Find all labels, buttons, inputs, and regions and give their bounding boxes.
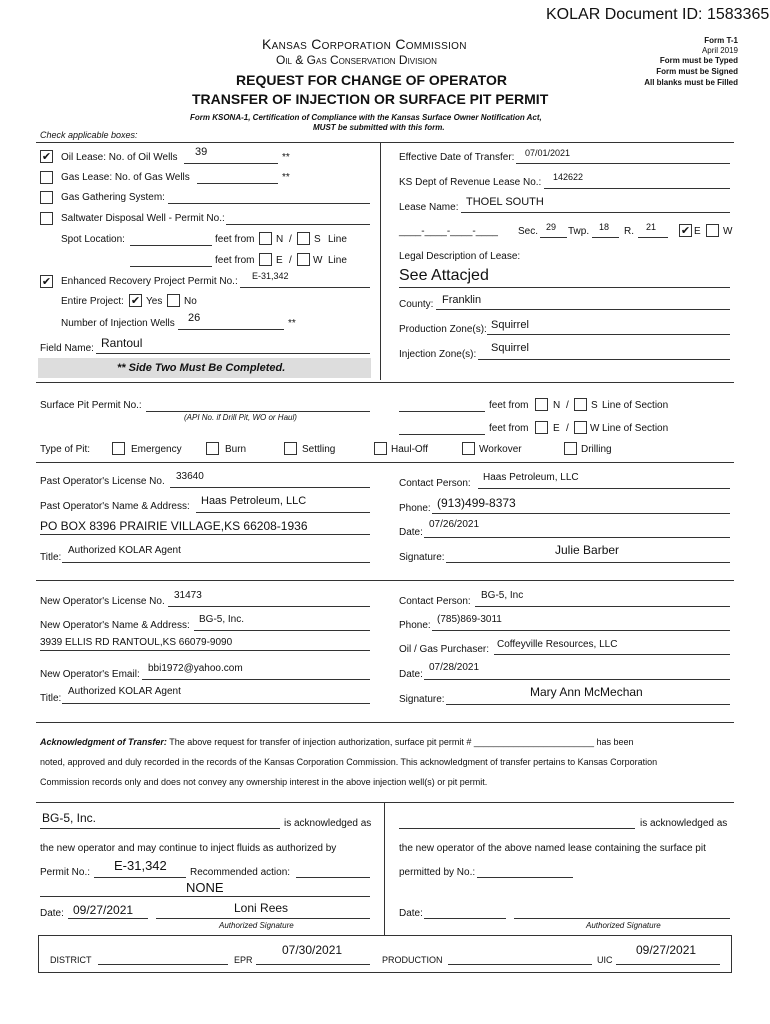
past-contact-line (478, 488, 730, 489)
ack-line-1 (40, 737, 634, 747)
new-email-label: New Operator's Email: (40, 669, 140, 680)
pit-e-checkbox[interactable] (535, 421, 548, 434)
past-name-value[interactable]: Haas Petroleum, LLC (201, 495, 307, 507)
past-phone-line (432, 513, 730, 514)
pit-haul-off-label: Haul-Off (391, 444, 429, 455)
new-signature-label: Signature: (399, 694, 445, 705)
footer-production-line[interactable] (448, 964, 592, 965)
enhanced-recovery-label: Enhanced Recovery Project Permit No.: (61, 276, 238, 287)
range-e-checkbox[interactable]: ✔ (680, 225, 691, 237)
feet-from-label: feet from (215, 234, 255, 245)
pit-settling-label: Settling (302, 444, 336, 455)
pit-n-checkbox[interactable] (535, 398, 548, 411)
surface-pit-line[interactable] (146, 411, 370, 412)
past-date-label: Date: (399, 527, 423, 538)
spot-e-checkbox[interactable] (259, 253, 272, 266)
r-line (638, 237, 668, 238)
footer-uic-line (616, 964, 720, 965)
ack-date-line (68, 918, 148, 919)
gas-lease-label: Gas Lease: No. of Gas Wells (61, 172, 190, 183)
injection-zone-label: Injection Zone(s): (399, 349, 477, 360)
past-title-label: Title: (40, 552, 62, 563)
pit-drilling-checkbox[interactable] (564, 442, 577, 455)
pit-line-of-section-2: Line of Section (602, 423, 669, 434)
pit-feet-line-2[interactable] (399, 434, 485, 435)
ack-auth-signature-right: Authorized Signature (586, 921, 661, 930)
new-name-label: New Operator's Name & Address: (40, 620, 190, 631)
divider (36, 142, 734, 143)
new-license-label: New Operator's License No. (40, 596, 165, 607)
new-email-line (142, 679, 370, 680)
oil-lease-label: Oil Lease: No. of Oil Wells (61, 152, 178, 163)
spot-n-checkbox[interactable] (259, 232, 272, 245)
pit-drilling-label: Drilling (581, 444, 612, 455)
pit-workover-label: Workover (479, 444, 522, 455)
county-value[interactable]: Franklin (442, 294, 482, 306)
effective-date-label: Effective Date of Transfer: (399, 152, 515, 163)
range-e-label: E (694, 226, 701, 237)
injection-wells-value[interactable]: 26 (188, 312, 201, 324)
type-of-pit-label: Type of Pit: (40, 444, 91, 455)
range-w-label: W (723, 226, 733, 237)
footer-epr-line (256, 964, 370, 965)
new-name-value[interactable]: BG-5, Inc. (199, 614, 245, 625)
footer-uic-label: UIC (597, 955, 613, 965)
past-signature-value[interactable]: Julie Barber (555, 543, 620, 557)
ack-new-operator-text-right: the new operator of the above named lease containing the surface pit (399, 843, 706, 854)
new-title-label: Title: (40, 693, 62, 704)
range-w-checkbox[interactable] (706, 224, 719, 237)
new-purchaser-value[interactable]: Coffeyville Resources, LLC (497, 639, 618, 650)
twp-value[interactable]: 18 (599, 222, 610, 232)
feet-from-label-2: feet from (215, 255, 255, 266)
oil-wells-value[interactable]: 39 (195, 146, 208, 158)
form-title-2: TRANSFER OF INJECTION OR SURFACE PIT PERMIT (192, 91, 549, 107)
spot-s-label: S (314, 234, 321, 245)
new-phone-value[interactable]: (785)869-3011 (437, 614, 502, 625)
effective-date-value[interactable]: 07/01/2021 (525, 148, 571, 158)
column-divider (380, 143, 381, 380)
pit-feet-line-1[interactable] (399, 411, 485, 412)
new-address-value[interactable]: 3939 ELLIS RD RANTOUL,KS 66079-9090 (40, 637, 233, 648)
surface-pit-label: Surface Pit Permit No.: (40, 400, 142, 411)
org-title: Kansas Corporation Commission (262, 36, 467, 52)
footer-epr-label: EPR (234, 955, 253, 965)
new-date-value[interactable]: 07/28/2021 (429, 662, 480, 673)
past-signature-label: Signature: (399, 552, 445, 563)
pit-emergency-label: Emergency (131, 444, 182, 455)
ack-is-acknowledged-right: is acknowledged as (640, 818, 728, 829)
pit-w-checkbox[interactable] (574, 421, 587, 434)
entire-project-label: Entire Project: (61, 296, 124, 307)
ks-dept-line (544, 188, 730, 189)
spot-w-checkbox[interactable] (297, 253, 310, 266)
ack-signature-line (156, 918, 370, 919)
side-two-note: ** Side Two Must Be Completed. (117, 362, 286, 374)
ack-date-label: Date: (40, 908, 64, 919)
past-name-line (196, 512, 370, 513)
spot-n-label: N (276, 234, 284, 245)
pit-workover-checkbox[interactable] (462, 442, 475, 455)
ks-dept-label: KS Dept of Revenue Lease No.: (399, 177, 542, 188)
footer-district-label: DISTRICT (50, 955, 92, 965)
past-title-line (62, 562, 370, 563)
legal-desc-value[interactable]: See Attacjed (399, 267, 489, 284)
production-zone-value[interactable]: Squirrel (491, 319, 529, 331)
saltwater-checkbox[interactable] (40, 212, 53, 225)
county-line (436, 309, 730, 310)
subnote-2: MUST be submitted with this form. (313, 123, 445, 132)
ack-recommended-line-2 (40, 896, 370, 897)
past-license-line (170, 487, 370, 488)
sec-value[interactable]: 29 (546, 222, 557, 232)
enhanced-line (240, 287, 370, 288)
ack-text-2: noted, approved and duly recorded in the records of the Kansas Corporation Commission. This acknowledgment of transfer pertains to Kansas Corporation (40, 757, 658, 767)
ack-is-acknowledged-left: is acknowledged as (284, 818, 372, 829)
spot-s-checkbox[interactable] (297, 232, 310, 245)
lease-name-value[interactable]: THOEL SOUTH (466, 196, 544, 208)
twp-line (592, 237, 619, 238)
spot-location-line-2[interactable] (130, 266, 212, 267)
past-phone-label: Phone: (399, 503, 431, 514)
divider (36, 722, 734, 723)
new-signature-line (446, 704, 730, 705)
new-contact-line (475, 606, 730, 607)
spot-slash: / (289, 234, 292, 245)
past-date-line (424, 537, 730, 538)
enhanced-permit-value[interactable]: E-31,342 (252, 271, 289, 281)
new-date-line (424, 679, 730, 680)
pit-emergency-checkbox[interactable] (112, 442, 125, 455)
footer-uic-value[interactable]: 09/27/2021 (636, 943, 697, 957)
pit-slash-1: / (566, 400, 569, 411)
new-phone-line (432, 630, 730, 631)
ack-text-3: Commission records only and does not convey any ownership interest in the above injection well(s) or pit permit. (40, 777, 488, 787)
past-address-line (40, 534, 370, 535)
past-license-value[interactable]: 33640 (176, 471, 204, 482)
spot-line-label-2: Line (328, 255, 347, 266)
document-id: KOLAR Document ID: 1583365 (546, 6, 770, 23)
oil-wells-line (184, 163, 278, 164)
spot-e-label: E (276, 255, 283, 266)
ack-company-value[interactable]: BG-5, Inc. (42, 811, 97, 825)
past-name-label: Past Operator's Name & Address: (40, 501, 190, 512)
pit-feet-from-1: feet from (489, 400, 529, 411)
enhanced-recovery-checkbox[interactable]: ✔ (41, 276, 52, 288)
gas-wells-line[interactable] (197, 183, 278, 184)
legal-desc-label: Legal Description of Lease: (399, 251, 521, 262)
pit-s-label: S (591, 400, 598, 411)
twp-label: Twp. (568, 226, 590, 237)
new-signature-value[interactable]: Mary Ann McMechan (530, 685, 643, 699)
gas-gathering-checkbox[interactable] (40, 191, 53, 204)
location-dashes[interactable]: ____-____-____-____ (399, 226, 498, 237)
ack-recommended-label: Recommended action: (190, 867, 291, 878)
subnote-1: Form KSONA-1, Certification of Compliance with the Kansas Surface Owner Notification Act, (190, 113, 542, 122)
field-name-line (96, 353, 370, 354)
production-zone-label: Production Zone(s): (399, 324, 487, 335)
spot-line-label-1: Line (328, 234, 347, 245)
spot-location-line-1[interactable] (130, 245, 212, 246)
county-label: County: (399, 299, 434, 310)
spot-location-label: Spot Location: (61, 234, 125, 245)
ack-right-company-line[interactable] (399, 828, 635, 829)
form-date: April 2019 (701, 46, 738, 55)
new-phone-label: Phone: (399, 620, 431, 631)
saltwater-label: Saltwater Disposal Well - Permit No.: (61, 213, 225, 224)
effective-date-line (516, 163, 730, 164)
footer-box (38, 935, 732, 973)
ack-permit-line (94, 877, 186, 878)
past-contact-value[interactable]: Haas Petroleum, LLC (483, 472, 579, 483)
past-date-value[interactable]: 07/26/2021 (429, 519, 480, 530)
ack-right-date-label: Date: (399, 908, 423, 919)
new-title-line (62, 703, 370, 704)
past-contact-label: Contact Person: (399, 478, 471, 489)
pit-e-label: E (553, 423, 560, 434)
pit-n-label: N (553, 400, 561, 411)
pit-feet-from-2: feet from (489, 423, 529, 434)
gas-gathering-label: Gas Gathering System: (61, 192, 165, 203)
pit-haul-off-checkbox[interactable] (374, 442, 387, 455)
new-license-value[interactable]: 31473 (174, 590, 202, 601)
ack-auth-signature-left: Authorized Signature (219, 921, 294, 930)
pit-settling-checkbox[interactable] (284, 442, 297, 455)
injection-wells-stars: ** (288, 318, 296, 329)
new-email-value[interactable]: bbi1972@yahoo.com (148, 663, 243, 674)
ack-company-line (40, 828, 280, 829)
spot-w-label: W (313, 255, 323, 266)
footer-epr-value[interactable]: 07/30/2021 (282, 943, 343, 957)
ack-date-value[interactable]: 09/27/2021 (73, 903, 134, 917)
production-zone-line (487, 334, 730, 335)
injection-wells-label: Number of Injection Wells (61, 318, 175, 329)
oil-wells-stars: ** (282, 152, 290, 163)
form-title-1: REQUEST FOR CHANGE OF OPERATOR (236, 72, 507, 88)
pit-s-checkbox[interactable] (574, 398, 587, 411)
ack-right-signature-line[interactable] (514, 918, 730, 919)
past-license-label: Past Operator's License No. (40, 476, 165, 487)
gas-wells-stars: ** (282, 172, 290, 183)
ack-text-1: The above request for transfer of injection authorization, surface pit permit # ________________________ has been (166, 737, 634, 747)
ack-permitted-line[interactable] (477, 877, 573, 878)
new-purchaser-label: Oil / Gas Purchaser: (399, 644, 490, 655)
field-name-value[interactable]: Rantoul (101, 336, 143, 350)
ack-recommended-value[interactable]: NONE (186, 880, 224, 895)
ack-permitted-label: permitted by No.: (399, 867, 476, 878)
ack-right-date-line[interactable] (424, 918, 506, 919)
pit-line-of-section-1: Line of Section (602, 400, 669, 411)
past-address-value[interactable]: PO BOX 8396 PRAIRIE VILLAGE,KS 66208-1936 (40, 519, 308, 533)
pit-slash-2: / (566, 423, 569, 434)
sec-label: Sec. (518, 226, 539, 237)
org-division: Oil & Gas Conservation Division (276, 53, 437, 67)
injection-wells-line (178, 329, 284, 330)
injection-zone-line (478, 359, 730, 360)
check-label: Check applicable boxes: (40, 130, 138, 140)
form-typed-note: Form must be Typed (659, 56, 738, 65)
new-contact-label: Contact Person: (399, 596, 471, 607)
ack-new-operator-text-left: the new operator and may continue to inject fluids as authorized by (40, 843, 337, 854)
gas-gathering-line[interactable] (168, 203, 370, 204)
entire-project-yes-checkbox[interactable]: ✔ (130, 295, 141, 307)
sec-line (540, 237, 567, 238)
new-license-line (168, 606, 370, 607)
footer-production-label: PRODUCTION (382, 955, 443, 965)
ack-recommended-line[interactable] (296, 877, 370, 878)
form-number: Form T-1 (704, 36, 738, 45)
ks-dept-value[interactable]: 142622 (553, 172, 584, 182)
divider (36, 580, 734, 581)
r-label: R. (624, 226, 634, 237)
lease-name-line (461, 212, 730, 213)
ack-signature-value[interactable]: Loni Rees (234, 901, 289, 915)
pit-w-label: W (590, 423, 600, 434)
pit-burn-checkbox[interactable] (206, 442, 219, 455)
ack-heading: Acknowledgment of Transfer: (40, 737, 167, 747)
new-date-label: Date: (399, 669, 423, 680)
divider (36, 462, 734, 463)
api-note: (API No. if Drill Pit, WO or Haul) (184, 413, 297, 422)
ack-permit-value[interactable]: E-31,342 (114, 858, 167, 873)
divider (36, 382, 734, 383)
past-signature-line (446, 562, 730, 563)
oil-lease-checkbox[interactable]: ✔ (41, 151, 52, 163)
pit-burn-label: Burn (225, 444, 247, 455)
legal-desc-line (399, 287, 730, 288)
field-name-label: Field Name: (40, 343, 94, 354)
past-phone-value[interactable]: (913)499-8373 (437, 496, 516, 510)
spot-slash-2: / (289, 255, 292, 266)
entire-project-no-checkbox[interactable] (167, 294, 180, 307)
new-address-line (40, 650, 370, 651)
new-purchaser-line (494, 654, 730, 655)
new-contact-value[interactable]: BG-5, Inc (481, 590, 524, 601)
new-name-line (194, 630, 370, 631)
divider (36, 802, 734, 803)
footer-district-line[interactable] (98, 964, 228, 965)
new-title-value[interactable]: Authorized KOLAR Agent (68, 686, 181, 697)
yes-label: Yes (146, 296, 163, 307)
r-value[interactable]: 21 (646, 222, 657, 232)
injection-zone-value[interactable]: Squirrel (491, 342, 529, 354)
form-blanks-note: All blanks must be Filled (644, 78, 738, 87)
ack-permit-label: Permit No.: (40, 867, 91, 878)
lease-name-label: Lease Name: (399, 202, 459, 213)
form-signed-note: Form must be Signed (656, 67, 738, 76)
past-title-value[interactable]: Authorized KOLAR Agent (68, 545, 181, 556)
gas-lease-checkbox[interactable] (40, 171, 53, 184)
saltwater-line[interactable] (226, 224, 370, 225)
column-divider (384, 803, 385, 935)
no-label: No (184, 296, 197, 307)
